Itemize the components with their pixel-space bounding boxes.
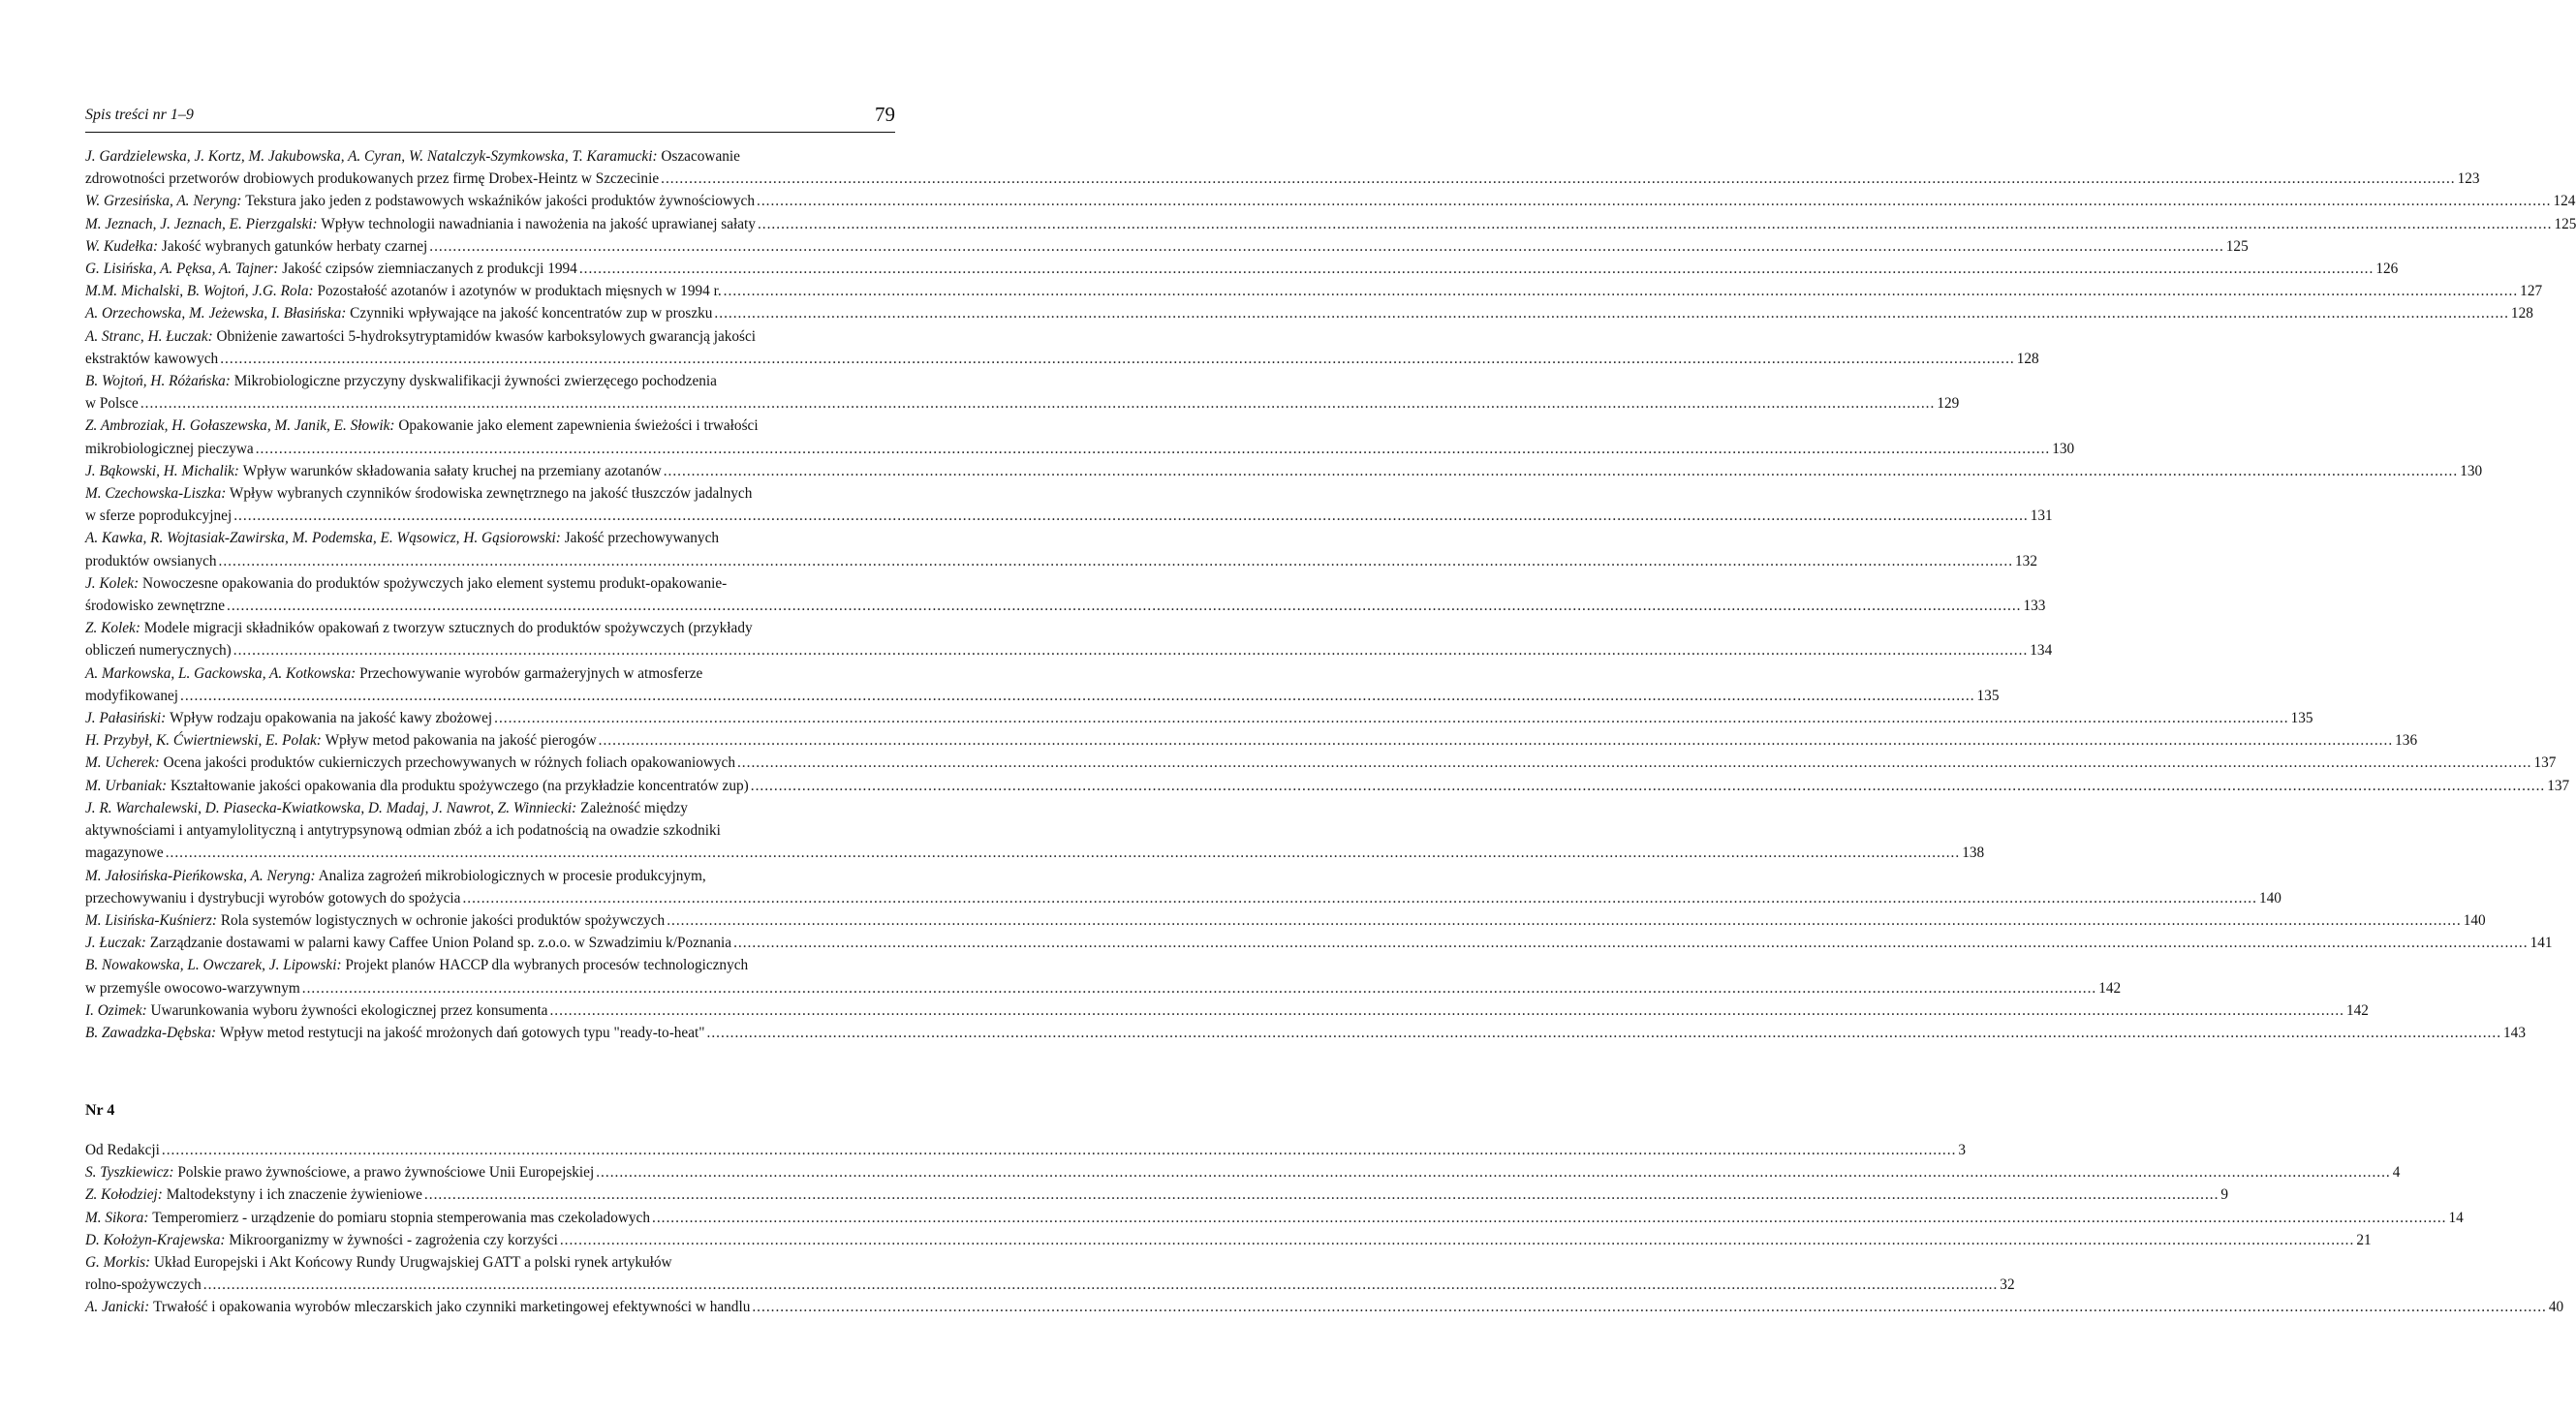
dot-leader bbox=[424, 1183, 2219, 1206]
entry-authors: M. Ucherek: bbox=[85, 754, 160, 772]
toc-entry[interactable] bbox=[85, 707, 2313, 729]
entry-authors: Z. Ambroziak, H. Gołaszewska, M. Janik, E. Słowik: bbox=[85, 417, 395, 435]
entry-title: Projekt planów HACCP dla wybranych procesów technologicznych bbox=[345, 957, 749, 974]
toc-entry[interactable] bbox=[85, 1161, 2401, 1183]
entry-page: 123 bbox=[2457, 170, 2480, 188]
entry-title: Temperomierz - urządzenie do pomiaru stopnia stemperowania mas czekoladowych bbox=[152, 1209, 650, 1226]
entry-title: Zarządzanie dostawami w palarni kawy Caffee Union Poland sp. z.o.o. w Szwadzimiu k/Poznania bbox=[149, 935, 732, 952]
entry-title: Oszacowanie bbox=[661, 148, 740, 165]
entry-page: 132 bbox=[2015, 552, 2037, 569]
entry-authors: D. Kołożyn-Krajewska: bbox=[85, 1231, 226, 1248]
entry-page: 128 bbox=[2510, 305, 2533, 323]
entry-title: Jakość przechowywanych bbox=[564, 530, 720, 547]
toc-entry[interactable] bbox=[85, 797, 1985, 865]
entry-title-cont: w sferze poprodukcyjnej bbox=[85, 507, 233, 525]
entry-title-cont: modyfikowanej bbox=[85, 687, 179, 704]
toc-entry[interactable] bbox=[85, 999, 2369, 1022]
entry-authors: B. Zawadzka-Dębska: bbox=[85, 1024, 217, 1041]
dot-leader bbox=[162, 1139, 1957, 1161]
dot-leader bbox=[560, 1229, 2355, 1251]
toc-entry[interactable] bbox=[85, 527, 2037, 571]
entry-page: 128 bbox=[2016, 350, 2039, 367]
toc-entry[interactable] bbox=[85, 302, 2533, 324]
entry-title-cont: zdrowotności przetworów drobiowych produkowanych przez firmę Drobex-Heintz w Szczecinie bbox=[85, 170, 660, 188]
entry-authors: J. R. Warchalewski, D. Piasecka-Kwiatkowska, D. Madaj, J. Nawrot, Z. Winniecki: bbox=[85, 799, 577, 816]
entry-authors: H. Przybył, K. Ćwiertniewski, E. Polak: bbox=[85, 732, 322, 750]
toc-entry[interactable] bbox=[85, 775, 2570, 797]
entry-title: Modele migracji składników opakowań z tworzyw sztucznych do produktów spożywczych (przykłady bbox=[143, 620, 753, 637]
toc-entry[interactable] bbox=[85, 325, 2039, 370]
entry-authors: A. Markowska, L. Gackowska, A. Kotkowska: bbox=[85, 664, 357, 682]
dot-leader bbox=[549, 999, 2344, 1022]
toc-entry[interactable] bbox=[85, 258, 2399, 280]
entry-title-cont: przechowywaniu i dystrybucji wyrobów gotowych do spożycia bbox=[85, 889, 461, 907]
entry-page: 134 bbox=[2030, 642, 2053, 660]
entry-title: Wpływ warunków składowania sałaty kruchej na przemiany azotanów bbox=[242, 462, 662, 479]
entry-authors: B. Nowakowska, L. Owczarek, J. Lipowski: bbox=[85, 957, 342, 974]
toc-entry[interactable] bbox=[85, 370, 1960, 415]
entry-page: 21 bbox=[2356, 1231, 2372, 1248]
dot-leader bbox=[494, 707, 2289, 729]
entry-page: 130 bbox=[2052, 440, 2075, 457]
dot-leader bbox=[462, 887, 2257, 909]
entry-title: Wpływ metod pakowania na jakość pierogów bbox=[325, 732, 597, 750]
entry-title: Ocena jakości produktów cukierniczych przechowywanych w różnych foliach opakowaniowych bbox=[163, 754, 735, 772]
toc-entry[interactable] bbox=[85, 235, 2249, 258]
entry-title: Obniżenie zawartości 5-hydroksytryptamidów kwasów karboksylowych gwarancją jakości bbox=[216, 327, 757, 345]
entry-authors: M. Lisińska-Kuśnierz: bbox=[85, 911, 217, 929]
entry-page: 32 bbox=[2000, 1276, 2015, 1294]
dot-leader bbox=[724, 280, 2519, 302]
entry-title: Mikroorganizmy w żywności - zagrożenia czy korzyści bbox=[229, 1231, 558, 1248]
entry-title: Przechowywanie wyrobów garmażeryjnych w atmosferze bbox=[359, 664, 703, 682]
entry-page: 9 bbox=[2220, 1186, 2229, 1204]
entry-title: Trwałość i opakowania wyrobów mleczarskich jako czynniki marketingowej efektywności w handlu bbox=[153, 1299, 751, 1316]
dot-leader bbox=[596, 1161, 2391, 1183]
dot-leader bbox=[233, 505, 2029, 527]
entry-authors: M. Jałosińska-Pieńkowska, A. Neryng: bbox=[85, 867, 316, 884]
toc-entry[interactable] bbox=[85, 1229, 2372, 1251]
toc-entry[interactable] bbox=[85, 1296, 2564, 1318]
entry-title: Mikrobiologiczne przyczyny dyskwalifikacji żywności zwierzęcego pochodzenia bbox=[233, 373, 717, 390]
entry-page: 136 bbox=[2395, 732, 2418, 750]
entry-title: Pozostałość azotanów i azotynów w produktach mięsnych w 1994 r. bbox=[317, 283, 722, 300]
entry-authors: J. Pałasiński: bbox=[85, 710, 167, 727]
entry-page: 130 bbox=[2460, 462, 2483, 479]
toc-entry[interactable] bbox=[85, 954, 2122, 999]
entry-page: 133 bbox=[2023, 598, 2046, 615]
toc-entry[interactable] bbox=[85, 617, 2053, 661]
entry-title: Jakość czipsów ziemniaczanych z produkcji 1994 bbox=[282, 261, 577, 278]
dot-leader bbox=[256, 438, 2051, 460]
entry-authors: M. Jeznach, J. Jeznach, E. Pierzgalski: bbox=[85, 215, 318, 232]
entry-title: Analiza zagrożeń mikrobiologicznych w procesie produkcyjnym, bbox=[318, 867, 706, 884]
dot-leader bbox=[220, 348, 2015, 370]
toc-entry[interactable] bbox=[85, 145, 2480, 190]
entry-title-cont: rolno-spożywczych bbox=[85, 1276, 202, 1294]
dot-leader bbox=[733, 932, 2529, 954]
entry-title: Wpływ wybranych czynników środowiska zewnętrznego na jakość tłuszczów jadalnych bbox=[229, 485, 753, 503]
entry-title: Polskie prawo żywnościowe, a prawo żywnościowe Unii Europejskiej bbox=[177, 1164, 595, 1182]
toc-entry[interactable] bbox=[85, 190, 2576, 212]
entry-authors: I. Ozimek: bbox=[85, 1001, 147, 1019]
toc-entry[interactable] bbox=[85, 932, 2553, 954]
entry-authors: B. Wojtoń, H. Różańska: bbox=[85, 373, 231, 390]
entry-page: 140 bbox=[2258, 889, 2281, 907]
entry-title: Wpływ metod restytucji na jakość mrożonych dań gotowych typu "ready-to-heat" bbox=[219, 1024, 705, 1041]
entry-page: 143 bbox=[2503, 1024, 2526, 1041]
entry-authors: M. Urbaniak: bbox=[85, 777, 168, 794]
page-number: 79 bbox=[875, 103, 895, 126]
entry-title-cont: w Polsce bbox=[85, 395, 139, 413]
entry-page: 137 bbox=[2547, 777, 2570, 794]
dot-leader bbox=[737, 752, 2532, 774]
entry-authors: S. Tyszkiewicz: bbox=[85, 1164, 174, 1182]
entry-authors: J. Łuczak: bbox=[85, 935, 146, 952]
entry-title: Jakość wybranych gatunków herbaty czarnej bbox=[161, 237, 428, 255]
toc-entry[interactable] bbox=[85, 729, 2418, 752]
entry-title-cont: aktywnościami i antyamylolityczną i antytrypsynową odmian zbóż a ich podatnością na owadzie szkodniki bbox=[85, 822, 721, 840]
toc-entry[interactable] bbox=[85, 1022, 2526, 1044]
dot-leader bbox=[429, 235, 2224, 258]
entry-authors: M. Czechowska-Liszka: bbox=[85, 485, 227, 503]
entry-authors: A. Stranc, H. Łuczak: bbox=[85, 327, 213, 345]
dot-leader bbox=[664, 460, 2459, 482]
entry-page: 135 bbox=[2290, 710, 2313, 727]
entry-title: Układ Europejski i Akt Końcowy Rundy Urugwajskiej GATT a polski rynek artykułów bbox=[153, 1254, 672, 1272]
dot-leader bbox=[661, 168, 2456, 190]
toc-entry[interactable] bbox=[85, 1183, 2229, 1206]
toc-entry[interactable] bbox=[85, 662, 2000, 707]
entry-authors: W. Grzesińska, A. Neryng: bbox=[85, 193, 242, 210]
entry-page: 4 bbox=[2392, 1164, 2401, 1182]
entry-page: 129 bbox=[1937, 395, 1960, 413]
entry-title-cont: środowisko zewnętrzne bbox=[85, 598, 225, 615]
entry-title: Czynniki wpływające na jakość koncentratów zup w proszku bbox=[350, 305, 713, 323]
toc-entry[interactable] bbox=[85, 572, 2046, 617]
page-header bbox=[85, 103, 895, 133]
entry-authors: G. Morkis: bbox=[85, 1254, 151, 1272]
entry-page: 125 bbox=[2554, 215, 2576, 232]
entry-title: Nowoczesne opakowania do produktów spożywczych jako element systemu produkt-opakowanie- bbox=[142, 574, 728, 592]
entry-title: Zależność między bbox=[580, 799, 688, 816]
entry-authors: G. Lisińska, A. Pęksa, A. Tajner: bbox=[85, 261, 279, 278]
running-head: Spis treści nr 1–9 bbox=[85, 107, 194, 123]
entry-page: 125 bbox=[2225, 237, 2249, 255]
entry-title: Kształtowanie jakości opakowania dla produktu spożywczego (na przykładzie koncentratów zup) bbox=[170, 777, 749, 794]
entry-title: Wpływ rodzaju opakowania na jakość kawy zbożowej bbox=[170, 710, 493, 727]
toc-entry[interactable] bbox=[85, 865, 2281, 909]
dot-leader bbox=[599, 729, 2394, 752]
section-heading: Nr 4 bbox=[85, 1102, 115, 1119]
dot-leader bbox=[652, 1207, 2447, 1229]
entry-page: 131 bbox=[2030, 507, 2053, 525]
entry-page: 3 bbox=[1958, 1142, 1967, 1158]
entry-page: 14 bbox=[2448, 1209, 2464, 1226]
dot-leader bbox=[233, 639, 2029, 661]
entry-title-cont: w przemyśle owocowo-warzywnym bbox=[85, 979, 300, 997]
toc-entry[interactable] bbox=[85, 460, 2483, 482]
entry-page: 135 bbox=[1976, 687, 2000, 704]
dot-leader bbox=[579, 258, 2374, 280]
dot-leader bbox=[219, 550, 2014, 572]
entry-page: 140 bbox=[2463, 911, 2486, 929]
entry-page: 142 bbox=[2098, 979, 2122, 997]
entry-page: 127 bbox=[2520, 283, 2543, 300]
entry-authors: M.M. Michalski, B. Wojtoń, J.G. Rola: bbox=[85, 283, 314, 300]
dot-leader bbox=[140, 392, 1936, 415]
entry-title: Opakowanie jako element zapewnienia świeżości i trwałości bbox=[398, 417, 759, 435]
entry-page: 137 bbox=[2533, 754, 2557, 772]
entry-title: Rola systemów logistycznych w ochronie jakości produktów spożywczych bbox=[220, 911, 666, 929]
dot-leader bbox=[166, 842, 1961, 864]
entry-title-cont: mikrobiologicznej pieczywa bbox=[85, 440, 254, 457]
entry-title: Od Redakcji bbox=[85, 1142, 160, 1158]
entry-page: 124 bbox=[2553, 193, 2576, 210]
dot-leader bbox=[757, 190, 2552, 212]
entry-title: Maltodekstyny i ich znaczenie żywieniowe bbox=[166, 1186, 422, 1204]
toc-entry[interactable] bbox=[85, 1139, 1967, 1161]
entry-title-cont: ekstraktów kawowych bbox=[85, 350, 219, 367]
dot-leader bbox=[667, 909, 2462, 932]
dot-leader bbox=[751, 775, 2546, 797]
dot-leader bbox=[302, 977, 2097, 999]
entry-title-cont: magazynowe bbox=[85, 845, 164, 862]
dot-leader bbox=[203, 1274, 1999, 1296]
toc-entry[interactable] bbox=[85, 1207, 2464, 1229]
toc-entry[interactable] bbox=[85, 1251, 2015, 1296]
entry-authors: J. Gardzielewska, J. Kortz, M. Jakubowska, A. Cyran, W. Natalczyk-Szymkowska, T. Karamucki: bbox=[85, 148, 658, 165]
dot-leader bbox=[707, 1022, 2502, 1044]
entry-title-cont: produktów owsianych bbox=[85, 552, 217, 569]
toc-entry[interactable] bbox=[85, 752, 2557, 774]
entry-title: Uwarunkowania wyboru żywności ekologicznej przez konsumenta bbox=[150, 1001, 548, 1019]
entry-title: Tekstura jako jeden z podstawowych wskaźników jakości produktów żywnościowych bbox=[245, 193, 755, 210]
entry-page: 142 bbox=[2345, 1001, 2369, 1019]
table-of-contents-nr4 bbox=[85, 1139, 2564, 1319]
entry-authors: Z. Kolek: bbox=[85, 620, 140, 637]
dot-leader bbox=[752, 1296, 2547, 1318]
toc-entry[interactable] bbox=[85, 482, 2053, 527]
entry-authors: J. Bąkowski, H. Michalik: bbox=[85, 462, 239, 479]
table-of-contents bbox=[85, 145, 2576, 1044]
entry-page: 141 bbox=[2529, 935, 2553, 952]
entry-authors: Z. Kołodziej: bbox=[85, 1186, 163, 1204]
entry-authors: A. Orzechowska, M. Jeżewska, I. Błasińska: bbox=[85, 305, 347, 323]
dot-leader bbox=[180, 685, 1975, 707]
entry-page: 40 bbox=[2548, 1299, 2564, 1316]
dot-leader bbox=[227, 595, 2022, 617]
toc-entry[interactable] bbox=[85, 909, 2486, 932]
entry-authors: W. Kudełka: bbox=[85, 237, 159, 255]
dot-leader bbox=[714, 302, 2509, 324]
entry-authors: A. Kawka, R. Wojtasiak-Zawirska, M. Podemska, E. Wąsowicz, H. Gąsiorowski: bbox=[85, 530, 561, 547]
entry-authors: A. Janicki: bbox=[85, 1299, 150, 1316]
entry-title-cont: obliczeń numerycznych) bbox=[85, 642, 232, 660]
dot-leader bbox=[758, 213, 2553, 235]
entry-page: 138 bbox=[1962, 845, 1985, 862]
entry-title: Wpływ technologii nawadniania i nawożenia na jakość uprawianej sałaty bbox=[321, 215, 756, 232]
entry-authors: J. Kolek: bbox=[85, 574, 140, 592]
toc-entry[interactable] bbox=[85, 280, 2543, 302]
entry-page: 126 bbox=[2375, 261, 2399, 278]
toc-entry[interactable] bbox=[85, 213, 2576, 235]
entry-authors: M. Sikora: bbox=[85, 1209, 149, 1226]
toc-entry[interactable] bbox=[85, 415, 2075, 459]
